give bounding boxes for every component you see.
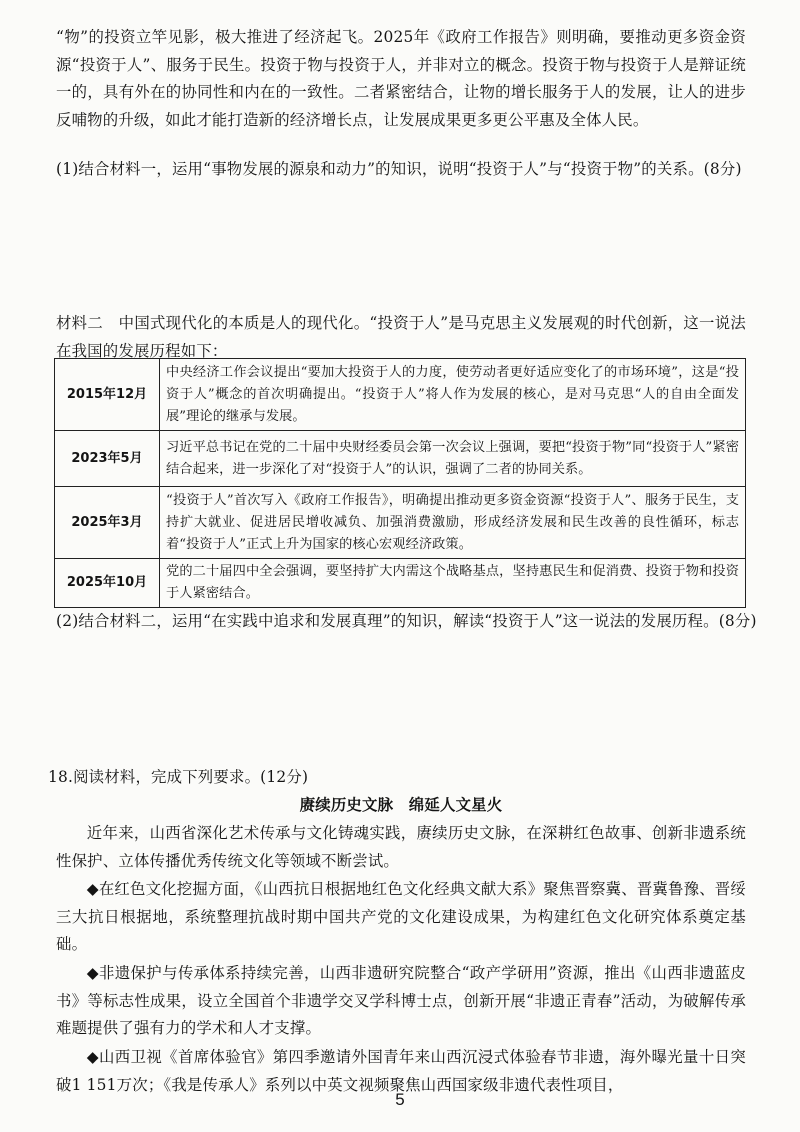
- material2-intro: 材料二 中国式现代化的本质是人的现代化。“投资于人”是马克思主义发展观的时代创新，这一说法在我国的发展历程如下：: [56, 314, 746, 360]
- table-row: [55, 431, 746, 487]
- table-row: [55, 359, 746, 431]
- row-text: 习近平总书记在党的二十届中央财经委员会第一次会议上强调，要把“投资于物”同“投资于人”紧密结合起来，进一步深化了对“投资于人”的认识，强调了二者的协同关系。: [160, 431, 746, 487]
- question-18-heading: 18.阅读材料，完成下列要求。(12分): [48, 768, 309, 786]
- question-2: (2)结合材料二，运用“在实践中追求和发展真理”的知识，解读“投资于人”这一说法的发展历程。(8分): [56, 612, 757, 630]
- q18-paragraph-3: ◆非遗保护与传承体系持续完善，山西非遗研究院整合“政产学研用”资源，推出《山西非遗蓝皮书》等标志性成果，设立全国首个非遗学交叉学科博士点，创新开展“非遗正青春”活动，为破解传承难题提供了强有力的学术和人才支撑。: [56, 964, 746, 1038]
- row-date: 2025年3月: [55, 487, 160, 559]
- row-date: 2025年10月: [55, 559, 160, 608]
- material1-tail: “物”的投资立竿见影，极大推进了经济起飞。2025年《政府工作报告》则明确，要推动更多资金资源“投资于人”、服务于民生。投资于物与投资于人，并非对立的概念。投资于物与投资于人是辩证统一的，具有外在的协同性和内在的一致性。二者紧密结合，让物的增长服务于人的发展，让人的进步反哺物的升级，如此才能打造新的经济增长点，让发展成果更多更公平惠及全体人民。: [56, 28, 746, 129]
- question-1: (1)结合材料一，运用“事物发展的源泉和动力”的知识，说明“投资于人”与“投资于物”的关系。(8分): [56, 160, 742, 178]
- row-text: 党的二十届四中全会强调，要坚持扩大内需这个战略基点，坚持惠民生和促消费、投资于物和投资于人紧密结合。: [160, 559, 746, 608]
- row-text: 中央经济工作会议提出“要加大投资于人的力度，使劳动者更好适应变化了的市场环境”，这是“投资于人”概念的首次明确提出。“投资于人”将人作为发展的核心，是对马克思“人的自由全面发展”理论的继承与发展。: [160, 359, 746, 431]
- row-date: 2023年5月: [55, 431, 160, 487]
- q18-paragraph-2: ◆在红色文化挖掘方面，《山西抗日根据地红色文化经典文献大系》聚焦晋察冀、晋冀鲁豫、晋绥三大抗日根据地，系统整理抗战时期中国共产党的文化建设成果，为构建红色文化研究体系奠定基础。: [56, 880, 746, 954]
- page-number: 5: [395, 1090, 405, 1109]
- q18-paragraph-1: 近年来，山西省深化艺术传承与文化铸魂实践，赓续历史文脉，在深耕红色故事、创新非遗系统性保护、立体传播优秀传统文化等领域不断尝试。: [56, 824, 746, 870]
- row-text: “投资于人”首次写入《政府工作报告》，明确提出推动更多资金资源“投资于人”、服务于民生，支持扩大就业、促进居民增收减负、加强消费激励，形成经济发展和民生改善的良性循环，标志着“投资于人”正式上升为国家的核心宏观经济政策。: [160, 487, 746, 559]
- q18-paragraph-4: ◆山西卫视《首席体验官》第四季邀请外国青年来山西沉浸式体验春节非遗，海外曝光量十日突破1 151万次；《我是传承人》系列以中英文视频聚焦山西国家级非遗代表性项目，: [56, 1048, 746, 1094]
- table-row: [55, 487, 746, 559]
- row-date: 2015年12月: [55, 359, 160, 431]
- development-timeline-table: [54, 358, 746, 608]
- table-row: [55, 559, 746, 608]
- q18-passage-title: 赓续历史文脉 绵延人文星火: [299, 796, 503, 814]
